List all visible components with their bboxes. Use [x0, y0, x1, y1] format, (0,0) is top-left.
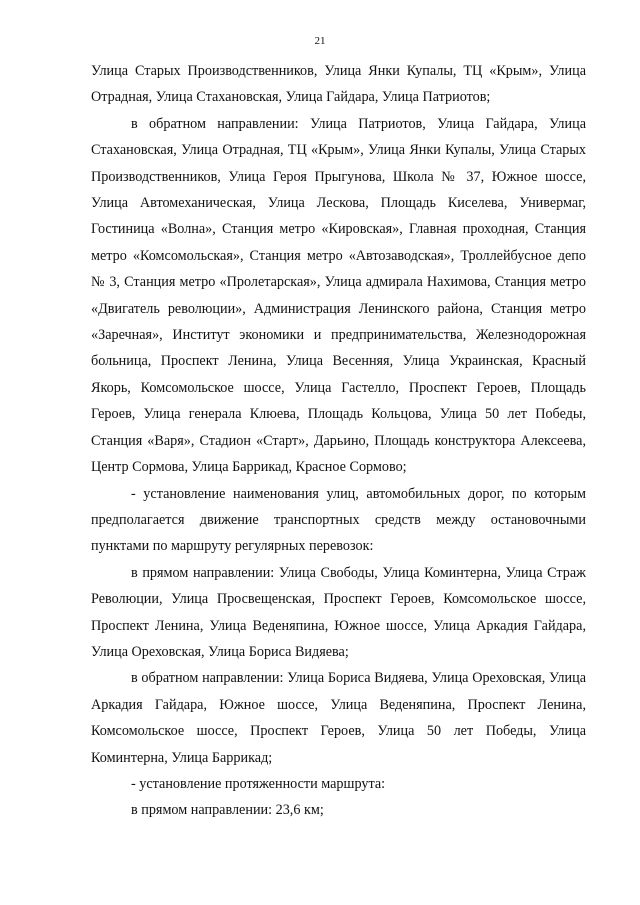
paragraph-streets-forward: в прямом направлении: Улица Свободы, Улица Коминтерна, Улица Страж Революции, Улица Просвещенская, Проспект Героев, Комсомольское шоссе, Проспект Ленина, Улица Веденяпина, Южное шоссе, Улица Аркадия Гайдара, Улица Ореховская, Улица Бориса Видяева; — [91, 564, 586, 660]
paragraph-route-forward-end: Улица Старых Производственников, Улица Янки Купалы, ТЦ «Крым», Улица Отрадная, Улица Стахановская, Улица Гайдара, Улица Патриотов; — [91, 63, 586, 106]
paragraph-streets-reverse: в обратном направлении: Улица Бориса Видяева, Улица Ореховская, Улица Аркадия Гайдара, Южное шоссе, Улица Веденяпина, Проспект Ленина, Комсомольское шоссе, Проспект Героев, Улица 50 лет Победы, Улица Коминтерна, Улица Баррикад; — [91, 670, 586, 766]
page-number: 21 — [314, 35, 326, 47]
paragraph-length-heading: - установление протяженности маршрута: — [131, 775, 386, 792]
paragraph-route-reverse-stops: в обратном направлении: Улица Патриотов, Улица Гайдара, Улица Стахановская, Улица Отрадная, ТЦ «Крым», Улица Янки Купалы, Улица Старых Производственников, Улица Героя Прыгунова, Школа № 37, Южное шоссе, Улица Автомеханическая, Улица Лескова, Площадь Киселева, Универмаг, Гостиница «Волна», Станция метро «Кировская», Главная проходная, Станция метро «Комсомольская», Станция метро «Автозаводская», Троллейбусное депо № 3, Станция метро «Пролетарская», Улица адмирала Нахимова, Станция метро «Двигатель революции», Администрация Ленинского района, Станция метро «Заречная», Институт экономики и предпринимательства, Железнодорожная больница, Проспект Ленина, Улица Весенняя, Улица Украинская, Красный Якорь, Комсомольское шоссе, Улица Гастелло, Проспект Героев, Площадь Героев, Улица генерала Клюева, Площадь Кольцова, Улица 50 лет Победы, Станция «Варя», Стадион «Старт», Дарьино, Площадь конструктора Алексеева, Центр Сормова, Улица Баррикад, Красное Сормово; — [91, 115, 586, 476]
paragraph-streets-heading: - установление наименования улиц, автомобильных дорог, по которым предполагается движение транспортных средств между остановочными пунктами по маршруту регулярных перевозок: — [91, 485, 586, 555]
paragraph-length-forward: в прямом направлении: 23,6 км; — [131, 802, 324, 819]
document-body — [91, 58, 586, 824]
